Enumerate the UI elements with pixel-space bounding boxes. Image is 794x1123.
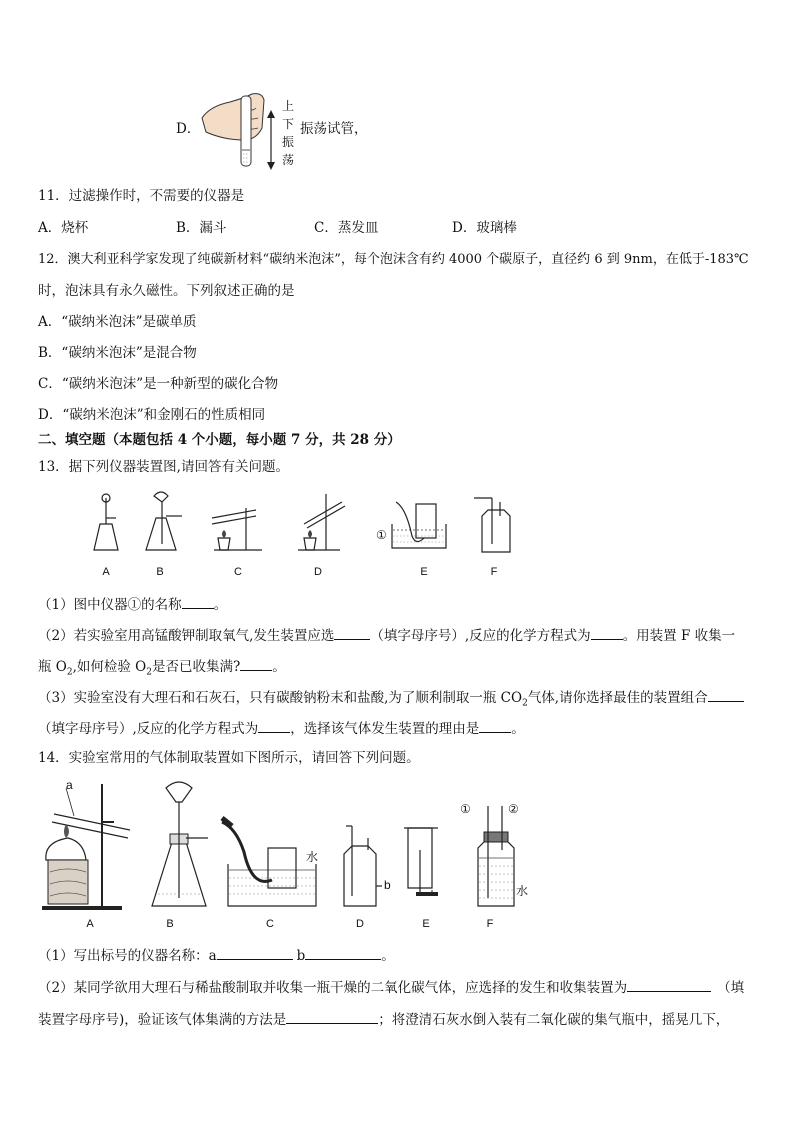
q13-apparatus-a — [94, 494, 118, 550]
q13-stem: 13．据下列仪器装置图,请回答有关问题。 — [38, 459, 289, 475]
q13-blank-1[interactable] — [182, 594, 214, 609]
q12-stem-line1: 12．澳大利亚科学家发现了纯碳新材料“碳纳米泡沫”，每个泡沫含有约 4000 个碳原子，直径约 6 到 9nm，在低于-183℃ — [38, 252, 749, 267]
q11-option-d: D．玻璃棒 — [452, 220, 517, 236]
q13-part1-end: 。 — [213, 597, 228, 613]
q13-apparatus-d — [298, 494, 345, 550]
q13-part1-text: （1）图中仪器①的名称 — [38, 597, 182, 613]
q14-apparatus-d — [344, 826, 382, 906]
q14-part1 — [38, 945, 395, 965]
q13-apparatus-e — [392, 502, 446, 548]
q11-option-c: C．蒸发皿 — [314, 220, 379, 236]
q13-apparatus-b — [146, 492, 182, 550]
q14-part2 — [38, 977, 744, 997]
q14-label-a: A — [86, 918, 94, 930]
q13-label-c: C — [234, 566, 242, 578]
q14-apparatus-f — [478, 806, 514, 906]
q13-marker-1: ① — [376, 528, 387, 542]
arrow-text-4: 荡 — [282, 153, 295, 167]
q13-blank-3[interactable] — [591, 625, 623, 640]
q14-label-c: C — [266, 918, 274, 930]
q13-part2-c: 。用装置 F 收集一 — [622, 628, 736, 644]
q13-part2-line2-end: 。 — [272, 659, 286, 675]
q13-blank-5[interactable] — [708, 687, 744, 702]
q13-part3-line2 — [38, 718, 525, 738]
arrow-text-3: 振 — [282, 135, 295, 149]
q13-part2-a: （2）若实验室用高锰酸钾制取氧气,发生装置应选 — [38, 628, 335, 644]
q14-blank-2[interactable] — [305, 945, 381, 960]
q13-sub-2: 2 — [146, 667, 152, 678]
q13-part3-a: （3）实验室没有大理石和石灰石，只有碳酸钠粉末和盐酸,为了顺利制取一瓶 CO — [38, 690, 523, 706]
q13-part2-b: （填字母序号）,反应的化学方程式为 — [370, 628, 591, 644]
q12-option-a: A．“碳纳米泡沫”是碳单质 — [38, 314, 197, 330]
q13-label-e: E — [420, 566, 428, 578]
q11-stem: 11．过滤操作时，不需要的仪器是 — [38, 188, 245, 204]
q14-blank-1[interactable] — [217, 945, 293, 960]
q12-stem-line2: 时，泡沫具有永久磁性。下列叙述正确的是 — [38, 283, 295, 299]
q14-blank-4[interactable] — [286, 1009, 378, 1024]
q14-label-water-c: 水 — [306, 850, 319, 864]
q14-apparatus-a — [42, 784, 130, 910]
q10-option-d-label: D． — [176, 121, 201, 137]
q13-apparatus-f — [474, 498, 510, 552]
q13-label-b: B — [156, 566, 164, 578]
q14-label-a-marker: a — [66, 778, 73, 792]
q13-sub-1: 2 — [66, 667, 73, 678]
q13-part2 — [38, 625, 735, 645]
q13-blank-7[interactable] — [479, 718, 511, 733]
q12-option-b: B．“碳纳米泡沫”是混合物 — [38, 345, 197, 361]
q14-label-e: E — [422, 918, 430, 930]
arrow-text-2: 下 — [282, 117, 295, 131]
q13-part3-line2-end: 。 — [511, 721, 525, 737]
q14-apparatus-b — [152, 782, 208, 906]
q13-part2-line2-c: 是否已收集满? — [151, 659, 241, 675]
q12-option-d: D．“碳纳米泡沫”和金刚石的性质相同 — [38, 407, 266, 423]
q14-part1-a: （1）写出标号的仪器名称：a — [38, 948, 217, 964]
q13-part2-line2-b: ,如何检验 O — [72, 659, 147, 675]
q14-marker-2: ② — [508, 802, 519, 816]
q14-part2-a: （2）某同学欲用大理石与稀盐酸制取并收集一瓶干燥的二氧化碳气体，应选择的发生和收集装置为 — [38, 980, 628, 996]
q14-apparatus-c — [222, 818, 319, 906]
q14-part2-line2-a: 装置字母序号)，验证该气体集满的方法是 — [38, 1012, 287, 1028]
q14-label-b-marker: b — [384, 878, 391, 892]
q13-part3 — [38, 687, 744, 713]
q14-label-f: F — [486, 918, 494, 930]
q13-blank-2[interactable] — [334, 625, 370, 640]
q14-apparatus-e — [404, 828, 438, 896]
up-down-arrow-icon — [264, 110, 278, 170]
q14-blank-3[interactable] — [627, 977, 711, 992]
q14-part2-line2 — [38, 1009, 729, 1029]
q14-label-water-f: 水 — [516, 884, 529, 898]
q13-part1 — [38, 594, 227, 614]
q13-part3-line2-b: ，选择该气体发生装置的理由是 — [290, 721, 480, 737]
q14-label-b: B — [166, 918, 174, 930]
q13-blank-6[interactable] — [258, 718, 290, 733]
q13-label-d: D — [314, 566, 322, 578]
q13-label-a: A — [102, 566, 110, 578]
q13-part2-line2 — [38, 656, 286, 682]
q11-option-b: B．漏斗 — [176, 220, 227, 236]
q14-stem: 14．实验室常用的气体制取装置如下图所示，请回答下列问题。 — [38, 750, 420, 766]
q12-option-c: C．“碳纳米泡沫”是一种新型的碳化合物 — [38, 376, 279, 392]
q13-part2-line2-a: 瓶 O — [38, 659, 67, 675]
q14-part1-b: b — [296, 948, 306, 964]
q14-apparatus-figure — [40, 778, 540, 914]
q13-blank-4[interactable] — [240, 656, 272, 671]
q14-label-d: D — [356, 918, 364, 930]
q14-marker-1: ① — [460, 802, 471, 816]
q13-apparatus-figure — [86, 488, 526, 564]
section-heading: 二、填空题（本题包括 4 个小题，每小题 7 分，共 28 分） — [38, 432, 401, 448]
q14-part2-line2-b: ；将澄清石灰水倒入装有二氧化碳的集气瓶中，摇晃几下， — [378, 1012, 730, 1028]
arrow-text-1: 上 — [282, 99, 295, 113]
q10-option-d-text: 振荡试管， — [300, 121, 368, 137]
q13-sub-3: 2 — [522, 698, 528, 709]
q13-label-f: F — [490, 566, 498, 578]
q14-part1-end: 。 — [381, 948, 395, 964]
q11-option-a: A．烧杯 — [38, 220, 89, 236]
q14-part2-b: （填 — [717, 980, 745, 996]
q13-part3-line2-a: （填字母序号）,反应的化学方程式为 — [38, 721, 259, 737]
q13-apparatus-c — [212, 508, 262, 550]
q13-part3-b: 气体,请你选择最佳的装置组合 — [527, 690, 708, 706]
